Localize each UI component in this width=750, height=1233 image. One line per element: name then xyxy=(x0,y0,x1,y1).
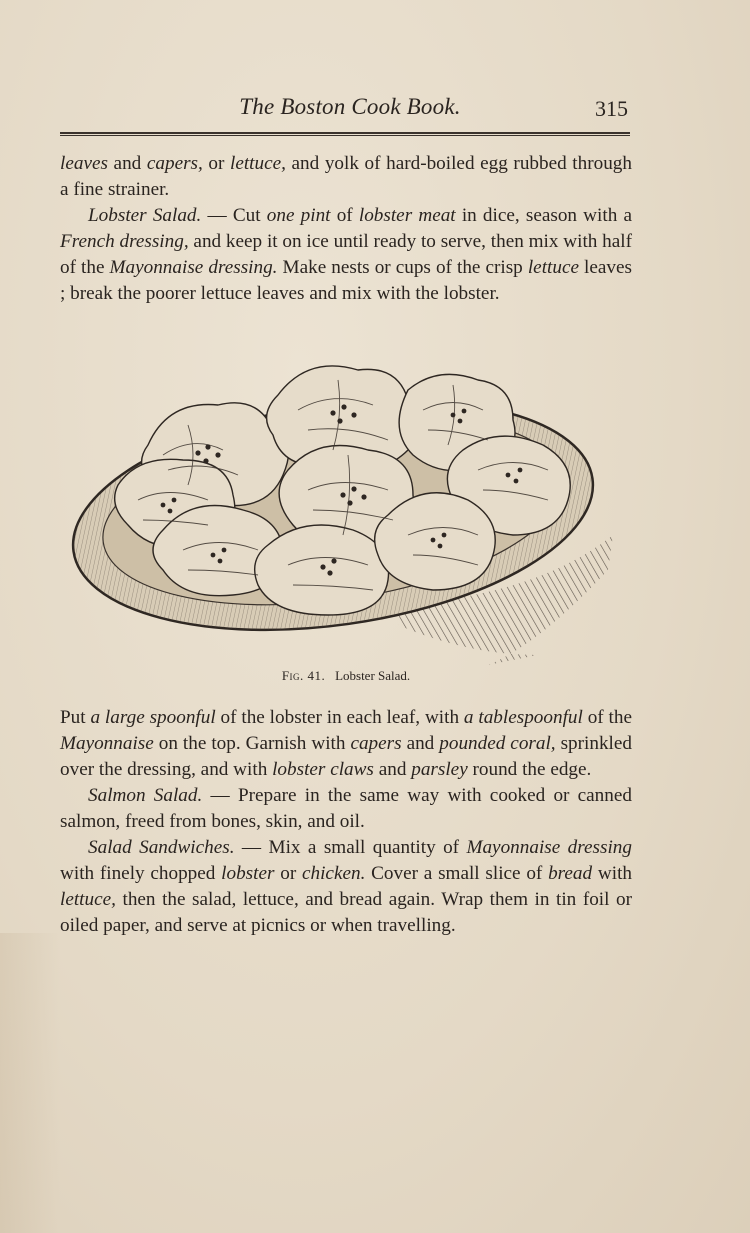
running-head xyxy=(60,92,630,126)
text-span: sprinkled over the dressing, and with xyxy=(60,733,632,780)
text-span: pounded coral, xyxy=(439,733,556,754)
text-span: and yolk of hard-boiled egg rubbed through a fine strainer. xyxy=(60,153,632,200)
text-span: in dice, season with a xyxy=(455,205,632,226)
text-span: then the salad, lettuce, and bread again. Wrap them in tin foil or oiled paper, and serve at picnics or when travelling. xyxy=(60,889,632,936)
text-span: lobster meat xyxy=(358,205,456,226)
text-span: and keep it on ice until ready to serve, then mix with half of the xyxy=(60,231,633,278)
header-rule xyxy=(60,132,630,136)
paragraph-garnish xyxy=(60,705,632,783)
text-span: one pint xyxy=(266,205,331,226)
text-span: leaves xyxy=(60,153,108,174)
book-title: The Boston Cook Book. xyxy=(239,94,461,119)
text-span: with xyxy=(592,863,632,884)
text-block-upper xyxy=(60,151,632,307)
text-span: on the top. Garnish with xyxy=(153,733,351,754)
paragraph-salmon-salad xyxy=(60,783,632,835)
text-span: lobster xyxy=(221,863,275,884)
text-span: lettuce, xyxy=(60,889,116,910)
text-span: — Mix a small quantity of xyxy=(234,837,467,858)
paragraph-salad-sandwiches xyxy=(60,835,632,939)
text-span: Cover a small slice of xyxy=(365,863,549,884)
text-span: and xyxy=(401,733,440,754)
text-span: Mayonnaise dressing xyxy=(466,837,632,858)
figure-lobster-salad xyxy=(68,355,628,675)
text-span: lettuce xyxy=(527,257,579,278)
recipe-heading: Salmon Salad. xyxy=(88,785,203,806)
recipe-heading: Lobster Salad. xyxy=(88,205,202,226)
text-span: parsley xyxy=(411,759,468,780)
text-span: capers, xyxy=(146,153,203,174)
lobster-salad-illustration xyxy=(68,355,628,675)
text-span: — Prepare in the same way with cooked or canned salmon, freed from bones, skin, and oil. xyxy=(60,785,632,832)
text-span: or xyxy=(274,863,302,884)
text-span: — Cut xyxy=(201,205,267,226)
recipe-heading: Salad Sandwiches. xyxy=(88,837,235,858)
text-span: round the edge. xyxy=(467,759,592,780)
text-span: capers xyxy=(350,733,402,754)
figure-caption xyxy=(60,668,632,684)
text-span: with finely chopped xyxy=(60,863,222,884)
text-span: lobster claws xyxy=(272,759,374,780)
text-span: a large spoonful xyxy=(90,707,216,728)
text-block-lower xyxy=(60,705,632,939)
text-span: leaves ; break the poorer lettuce leaves and mix with the lobster. xyxy=(60,257,632,304)
text-span: and xyxy=(107,153,147,174)
text-span: of the lobster in each leaf, with xyxy=(215,707,464,728)
text-span: chicken. xyxy=(301,863,366,884)
paragraph-continuation xyxy=(60,151,632,203)
text-span: Put xyxy=(60,707,91,728)
text-span: a tablespoonful xyxy=(463,707,583,728)
text-span: lettuce, xyxy=(229,153,286,174)
text-span: of the xyxy=(582,707,632,728)
figure-caption-text: Lobster Salad. xyxy=(335,668,411,683)
text-span: Make nests or cups of the crisp xyxy=(277,257,528,278)
text-span: and xyxy=(373,759,412,780)
paragraph-lobster-salad xyxy=(60,203,632,307)
text-span: of xyxy=(330,205,359,226)
text-span: Mayonnaise dressing. xyxy=(109,257,278,278)
page-stain xyxy=(0,933,60,1233)
text-span: bread xyxy=(548,863,593,884)
text-span: French dressing, xyxy=(60,231,189,252)
text-span: Mayonnaise xyxy=(60,733,154,754)
page-number: 315 xyxy=(595,96,628,121)
text-span: or xyxy=(202,153,230,174)
figure-number: Fig. 41. xyxy=(281,668,326,683)
